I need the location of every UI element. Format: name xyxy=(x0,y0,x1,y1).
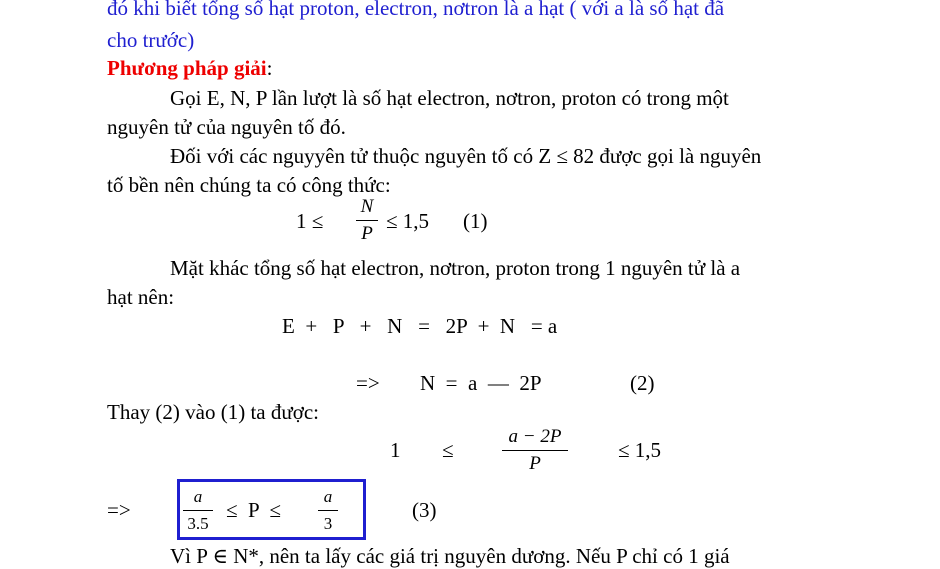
formula3-tag: (3) xyxy=(412,498,437,522)
formula-sub-left: 1 xyxy=(390,438,401,462)
para1-line-1: Gọi E, N, P lần lượt là số hạt electron, nơtron, proton có trong một xyxy=(170,86,729,110)
heading-line-2: cho trước) xyxy=(107,28,195,52)
substitute-text: Thay (2) vào (1) ta được: xyxy=(107,400,319,424)
para3-line-2: hạt nên: xyxy=(107,285,175,309)
formula3-bar-left xyxy=(183,510,213,511)
formula2-expression: N = a — 2P xyxy=(420,371,542,395)
formula-sub-le: ≤ xyxy=(442,438,454,462)
formula3-middle: ≤ P ≤ xyxy=(226,498,281,522)
formula1-bar xyxy=(356,220,378,221)
para2-line-2: tố bền nên chúng ta có công thức: xyxy=(107,173,391,197)
formula-sub-denominator: P xyxy=(529,453,541,474)
formula1-left: 1 ≤ xyxy=(296,209,324,233)
formula1-right: ≤ 1,5 xyxy=(386,209,430,233)
bottom-line: Vì P ∈ N*, nên ta lấy các giá trị nguyên dương. Nếu P chỉ có 1 giá xyxy=(170,544,730,568)
formula3-numerator-left: a xyxy=(193,487,203,506)
method-title-colon: : xyxy=(266,56,273,80)
para3-line-1: Mặt khác tổng số hạt electron, nơtron, proton trong 1 nguyên tử là a xyxy=(170,256,741,280)
formula-sub-fraction xyxy=(502,427,568,474)
formula2-arrow: => xyxy=(356,371,380,395)
formula1-numerator: N xyxy=(360,196,374,217)
formula3-fraction-left xyxy=(183,487,213,534)
formula3-denominator-right: 3 xyxy=(323,514,333,533)
formula-sum: E + P + N = 2P + N = a xyxy=(282,314,558,338)
heading-line-1: đó khi biết tổng số hạt proton, electron, nơtron là a hạt ( với a là số hạt đã xyxy=(107,0,725,20)
formula1-tag: (1) xyxy=(463,209,488,233)
formula3-fraction-right xyxy=(318,487,338,534)
formula3-bar-right xyxy=(318,510,338,511)
formula-sub-numerator: a − 2P xyxy=(508,426,562,447)
para1-line-2: nguyên tử của nguyên tố đó. xyxy=(107,115,346,139)
formula-sub-right: ≤ 1,5 xyxy=(618,438,662,462)
method-title xyxy=(107,55,272,81)
para2-line-1: Đối với các nguyyên tử thuộc nguyên tố có Z ≤ 82 được gọi là nguyên xyxy=(170,144,762,168)
formula1-fraction xyxy=(356,197,378,244)
formula3-numerator-right: a xyxy=(323,487,333,506)
method-title-text: Phương pháp giải xyxy=(107,56,267,80)
formula3-arrow: => xyxy=(107,498,131,522)
formula-sub-bar xyxy=(502,450,568,451)
formula2-tag: (2) xyxy=(630,371,655,395)
formula3-denominator-left: 3.5 xyxy=(187,514,209,533)
formula1-denominator: P xyxy=(361,223,373,244)
